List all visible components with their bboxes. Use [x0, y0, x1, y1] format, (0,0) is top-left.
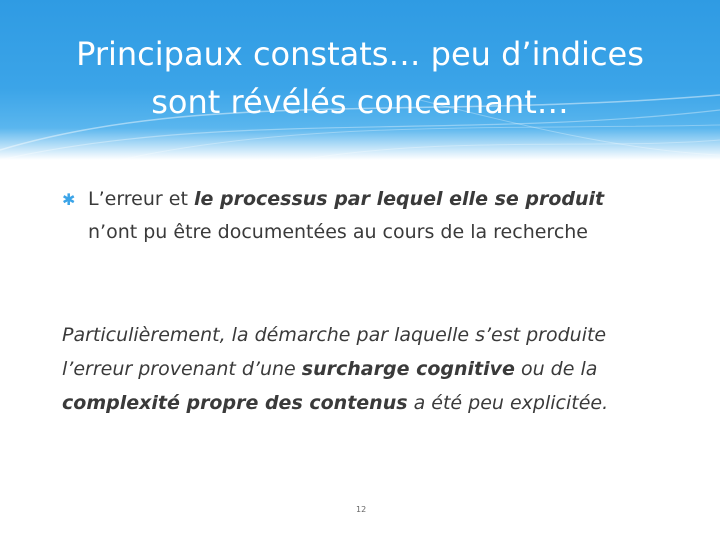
page-number: 12 [356, 505, 367, 514]
paragraph-part-3: ou de la [514, 358, 598, 380]
title-line-2: sont révélés concernant… [151, 83, 569, 121]
bullet-text [88, 183, 652, 249]
paragraph-part-5: a été peu explicitée. [407, 392, 609, 414]
bullet-text-emphasis: le processus par lequel elle se produit [193, 188, 605, 210]
bullet-text-part-3: n’ont pu être documentées au cours de la recherche [88, 221, 588, 243]
title-line-1: Principaux constats… peu d’indices [76, 35, 644, 73]
paragraph-bold-1: surcharge cognitive [301, 358, 515, 380]
asterisk-icon: ✱ [62, 190, 76, 209]
bullet-text-part-1: L’erreur et [88, 188, 194, 210]
title-banner [0, 0, 720, 160]
paragraph-bold-2: complexité propre des contenus [62, 392, 408, 414]
slide-title [30, 30, 690, 126]
body-paragraph [62, 318, 662, 420]
paragraph-part-1: Particulièrement, la démarche par laquelle s’est produite l’erreur provenant d’une [62, 324, 607, 380]
bullet-item [62, 183, 652, 249]
